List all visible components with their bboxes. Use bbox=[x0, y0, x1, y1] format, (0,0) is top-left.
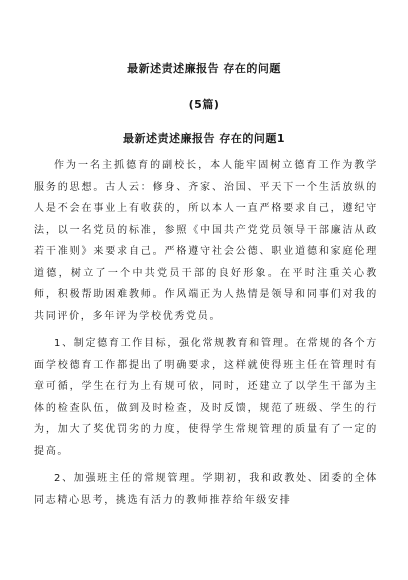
document-body bbox=[34, 155, 378, 511]
document-count: (5篇) bbox=[188, 98, 220, 111]
paragraph-item-2: 2、加强班主任的常规管理。学期初，我和政教处、团委的全体同志精心思考，挑选有活力的教师推荐给年级安排 bbox=[34, 473, 378, 506]
paragraph-item-1: 1、制定德育工作目标，强化常规教育和管理。在常规的各个方面学校德育工作都提出了明确要求，这样就使得班主任在管理时有章可循，学生在行为上有规可依，同时，还建立了以学生干部为主体的检查队伍，做到及时检查，及时反馈，规范了班级、学生的行为，加大了奖优罚劣的力度，使得学生常规管理的质量有了一定的提高。 bbox=[34, 338, 378, 457]
paragraph-intro: 作为一名主抓德育的副校长，本人能牢固树立德育工作为教学服务的思想。古人云：修身、齐家、治国、平天下一个生活放纵的人是不会在事业上有收获的，所以本人一直严格要求自己，遵纪守法，以一名党员的标准，参照《中国共产党党员领导干部廉洁从政若干准则》来要求自己。严格遵守社会公德、职业道德和家庭伦理道德，树立了一个中共党员干部的良好形象。在平时注重关心教师，积极帮助困难教师。作风端正为人热情是领导和同事们对我的共同评价，多年评为学校优秀党员。 bbox=[34, 160, 378, 322]
document-title: 最新述责述廉报告 存在的问题 bbox=[127, 62, 281, 75]
section-heading: 最新述责述廉报告 存在的问题1 bbox=[123, 132, 285, 145]
